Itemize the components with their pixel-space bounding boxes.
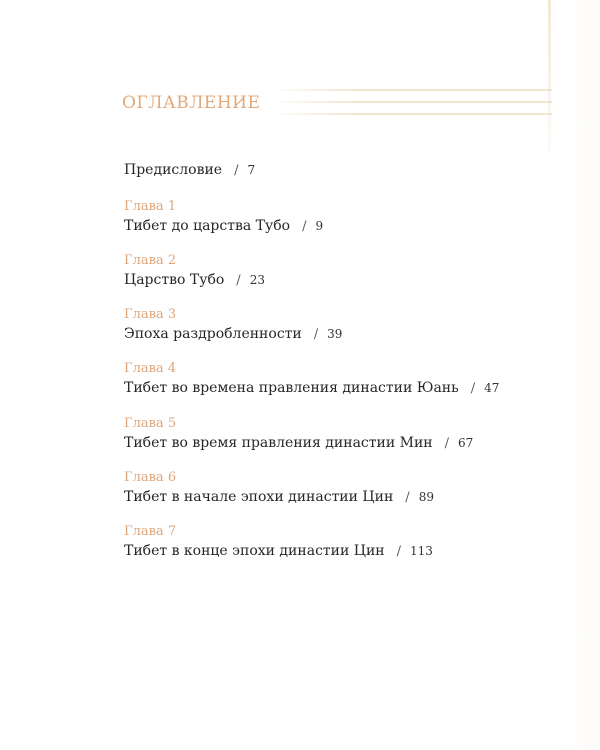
toc-entry-title: Царство Тубо	[124, 272, 225, 288]
toc-entry-line	[124, 488, 434, 507]
toc-separator: /	[444, 436, 449, 451]
toc-separator: /	[302, 219, 307, 234]
decorative-band	[270, 101, 552, 103]
toc-page-number: 23	[249, 273, 265, 287]
toc-separator: /	[234, 163, 239, 178]
toc-entry-line	[124, 434, 473, 453]
chapter-label: Глава 7	[124, 524, 177, 539]
toc-separator: /	[405, 490, 410, 505]
chapter-label: Глава 1	[124, 199, 177, 214]
toc-page-number: 39	[327, 327, 343, 341]
chapter-label: Глава 2	[124, 253, 177, 268]
decorative-band	[270, 113, 552, 115]
page-edge-shade	[560, 0, 600, 750]
toc-separator: /	[470, 381, 476, 396]
toc-entry-title: Эпоха раздробленности	[124, 326, 302, 342]
toc-entry-line	[124, 271, 265, 290]
toc-entry-title: Тибет во время правления династии Мин	[124, 435, 433, 451]
toc-entry-line	[124, 161, 255, 180]
toc-entry-title: Тибет в начале эпохи династии Цин	[124, 489, 394, 505]
toc-separator: /	[313, 327, 319, 342]
toc-entry-chapter-1[interactable]	[124, 199, 323, 236]
toc-entry-title: Предисловие	[124, 162, 223, 178]
toc-page-number: 7	[247, 163, 256, 177]
decorative-band	[270, 89, 552, 91]
toc-separator: /	[236, 273, 241, 288]
toc-entry-title: Тибет в конце эпохи династии Цин	[124, 543, 385, 559]
toc-entry-title: Тибет до царства Тубо	[124, 218, 291, 234]
toc-entry-chapter-7[interactable]	[124, 524, 433, 561]
chapter-label: Глава 5	[124, 416, 177, 431]
toc-entry-chapter-4[interactable]	[124, 361, 499, 398]
toc-heading: ОГЛАВЛЕНИЕ	[122, 93, 261, 113]
toc-entry-title: Тибет во времена правления династии Юань	[124, 380, 459, 396]
toc-page-number: 9	[315, 219, 324, 233]
toc-entry-preface[interactable]	[124, 161, 255, 180]
toc-entry-chapter-2[interactable]	[124, 253, 265, 290]
toc-page-number: 89	[418, 490, 434, 504]
toc-entry-chapter-3[interactable]	[124, 307, 342, 344]
toc-page-number: 67	[458, 436, 474, 450]
chapter-label: Глава 6	[124, 470, 177, 485]
toc-entry-line	[124, 542, 433, 561]
toc-entry-chapter-6[interactable]	[124, 470, 434, 507]
toc-separator: /	[396, 544, 402, 559]
toc-entry-line	[124, 217, 323, 236]
toc-entry-chapter-5[interactable]	[124, 416, 473, 453]
toc-page-number: 113	[410, 544, 433, 558]
decorative-vertical-line	[548, 0, 551, 150]
toc-entry-line	[124, 325, 342, 344]
toc-entry-line	[124, 379, 499, 398]
toc-page-number: 47	[484, 381, 500, 395]
chapter-label: Глава 3	[124, 307, 177, 322]
chapter-label: Глава 4	[124, 361, 177, 376]
